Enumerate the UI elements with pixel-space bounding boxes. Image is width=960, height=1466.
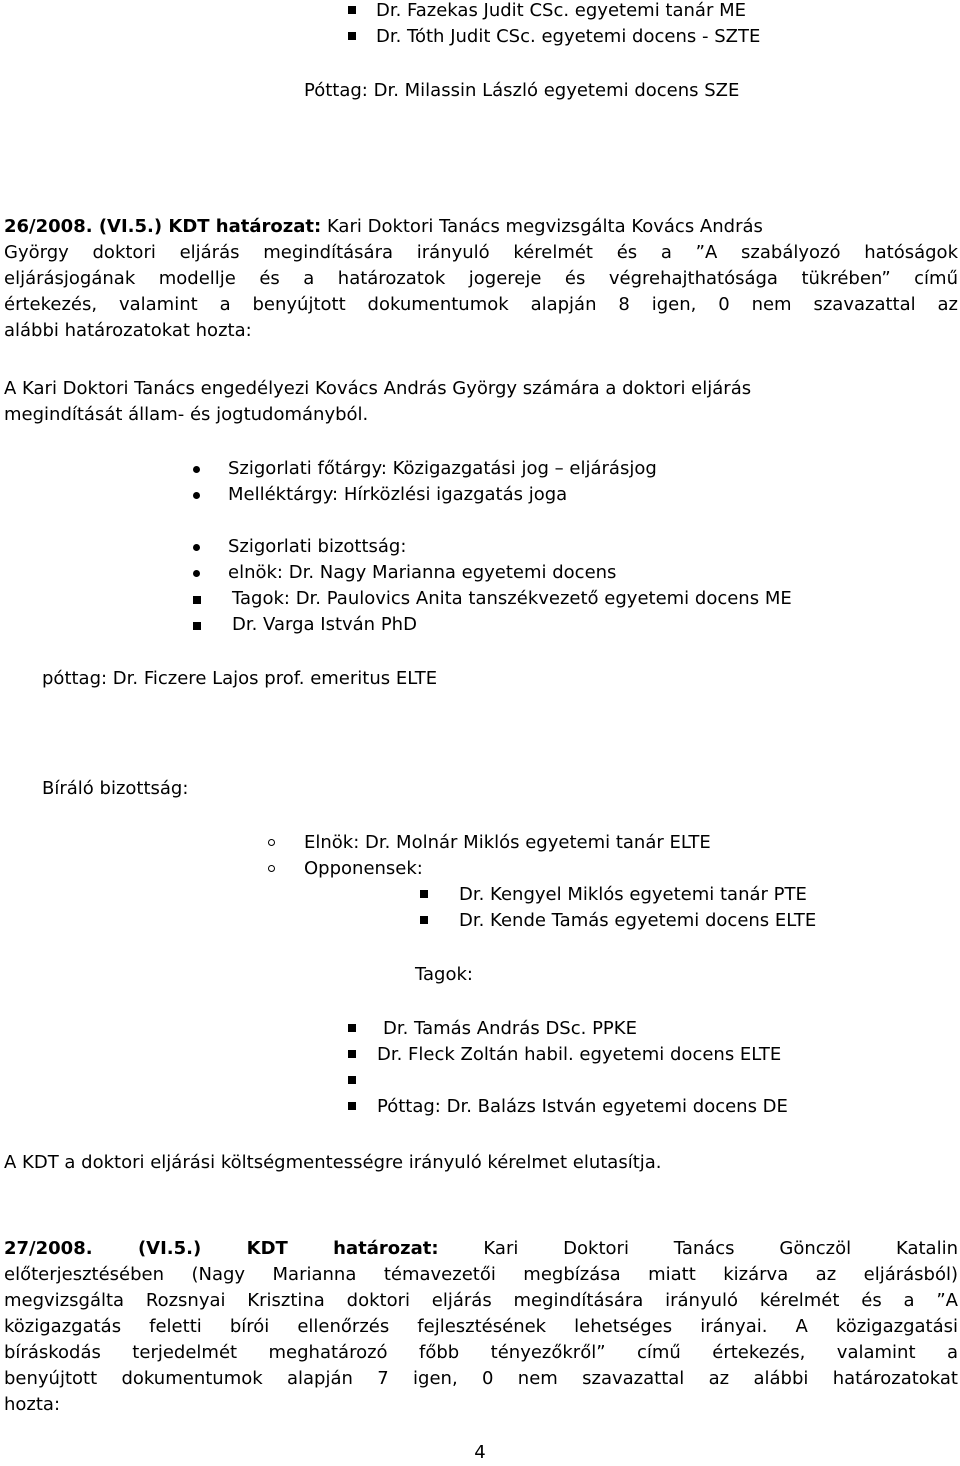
res27-number: 27/2008. (VI.5.) KDT határozat: bbox=[4, 1238, 439, 1259]
exam-minor: Melléktárgy: Hírközlési igazgatás joga bbox=[228, 484, 568, 505]
list-bullet bbox=[268, 865, 275, 872]
res26-text: értekezés, valamint a benyújtott dokumentumok alapján 8 igen, 0 nem szavazattal az bbox=[4, 294, 958, 315]
tagok-item: Dr. Fleck Zoltán habil. egyetemi docens ELTE bbox=[377, 1044, 782, 1065]
res27-text: benyújtott dokumentumok alapján 7 igen, 0 nem szavazattal az alábbi határozatokat bbox=[4, 1368, 958, 1389]
list-bullet bbox=[348, 32, 356, 40]
exam-main: Szigorlati főtárgy: Közigazgatási jog – eljárásjog bbox=[228, 458, 657, 479]
res26-text: Kari Doktori Tanács megvizsgálta Kovács András bbox=[326, 216, 763, 237]
list-bullet bbox=[193, 466, 200, 473]
opponents-label: Opponensek: bbox=[304, 858, 423, 879]
res27-text: hozta: bbox=[4, 1394, 61, 1415]
list-bullet bbox=[420, 916, 428, 924]
res27-text: megvizsgálta Rozsnyai Krisztina doktori eljárás megindítására irányuló kérelmét és a ”A bbox=[4, 1290, 958, 1311]
res26-first-line bbox=[4, 216, 763, 238]
list-bullet bbox=[193, 544, 200, 551]
res27-text: előterjesztésében (Nagy Marianna témavezetői megbízása miatt kizárva az eljárásból) bbox=[4, 1264, 958, 1285]
list-bullet bbox=[348, 1076, 356, 1084]
committee-chair: elnök: Dr. Nagy Marianna egyetemi docens bbox=[228, 562, 617, 583]
tagok-item: Póttag: Dr. Balázs István egyetemi docens DE bbox=[377, 1096, 788, 1117]
committee-title: Szigorlati bizottság: bbox=[228, 536, 407, 557]
res27-text: bíráskodás terjedelmét meghatározó főbb tényezőkről” című értekezés, valamint a bbox=[4, 1342, 958, 1363]
decision-text: megindítását állam- és jogtudományból. bbox=[4, 404, 369, 425]
list-bullet bbox=[193, 596, 201, 604]
res27-first-line bbox=[4, 1238, 958, 1260]
decision-text: A Kari Doktori Tanács engedélyezi Kovács András György számára a doktori eljárás bbox=[4, 378, 752, 399]
list-bullet bbox=[348, 1102, 356, 1110]
list-bullet bbox=[348, 6, 356, 14]
list-bullet bbox=[193, 492, 200, 499]
list-bullet bbox=[348, 1024, 356, 1032]
committee-member: Dr. Varga István PhD bbox=[232, 614, 417, 635]
res27-text: Kari Doktori Tanács Gönczöl Katalin bbox=[483, 1238, 958, 1259]
review-chair: Elnök: Dr. Molnár Miklós egyetemi tanár ELTE bbox=[304, 832, 711, 853]
list-bullet bbox=[193, 622, 201, 630]
list-bullet bbox=[268, 839, 275, 846]
page-number: 4 bbox=[474, 1442, 486, 1463]
top-pottag: Póttag: Dr. Milassin László egyetemi docens SZE bbox=[304, 80, 740, 101]
committee-pottag: póttag: Dr. Ficzere Lajos prof. emeritus ELTE bbox=[42, 668, 438, 689]
res26-text: György doktori eljárás megindítására irányuló kérelmét és a ”A szabályozó hatóságok bbox=[4, 242, 958, 263]
list-bullet bbox=[193, 570, 200, 577]
tagok-item: Dr. Tamás András DSc. PPKE bbox=[383, 1018, 637, 1039]
list-bullet bbox=[420, 890, 428, 898]
review-title: Bíráló bizottság: bbox=[42, 778, 189, 799]
res27-text: közigazgatás feletti bírói ellenőrzés fejlesztésének lehetséges irányai. A közigazgatási bbox=[4, 1316, 958, 1337]
list-bullet bbox=[348, 1050, 356, 1058]
res26-text: alábbi határozatokat hozta: bbox=[4, 320, 252, 341]
tagok-label: Tagok: bbox=[415, 964, 473, 985]
res26-text: eljárásjogának modellje és a határozatok jogereje és végrehajthatósága tükrében” című bbox=[4, 268, 958, 289]
res26-number: 26/2008. (VI.5.) KDT határozat: bbox=[4, 216, 322, 237]
opponent-item: Dr. Kengyel Miklós egyetemi tanár PTE bbox=[459, 884, 807, 905]
cost-decision: A KDT a doktori eljárási költségmentességre irányuló kérelmet elutasítja. bbox=[4, 1152, 662, 1173]
committee-member: Tagok: Dr. Paulovics Anita tanszékvezető egyetemi docens ME bbox=[232, 588, 792, 609]
opponent-item: Dr. Kende Tamás egyetemi docens ELTE bbox=[459, 910, 817, 931]
top-list-item: Dr. Tóth Judit CSc. egyetemi docens - SZTE bbox=[376, 26, 761, 47]
top-list-item: Dr. Fazekas Judit CSc. egyetemi tanár ME bbox=[376, 0, 746, 21]
